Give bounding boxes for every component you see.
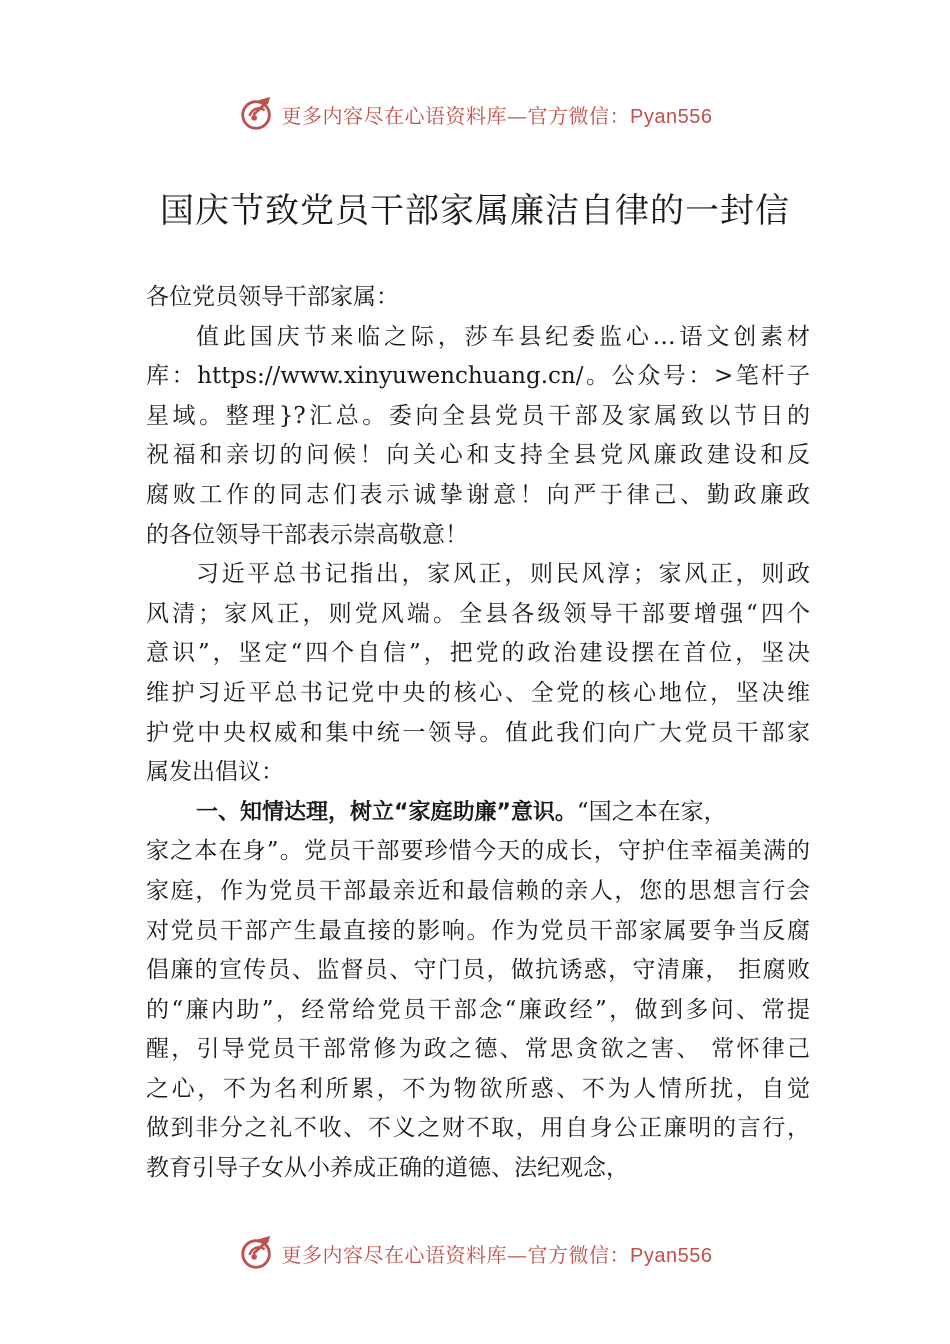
body-line: 之心，不为名利所累，不为物欲所惑、不为人情所扰，自觉 (146, 1075, 810, 1102)
body-line: 风清；家风正，则党风端。全县各级领导干部要增强“四个 (146, 600, 810, 627)
body-line: 对党员干部产生最直接的影响。作为党员干部家属要争当反腐 (146, 917, 810, 944)
letter-body (146, 278, 810, 1189)
body-line: 做到非分之礼不收、不义之财不取，用自身公正廉明的言行， (146, 1115, 810, 1142)
body-text: “国之本在家， (576, 798, 727, 825)
section-heading: 一、知情达理，树立“家庭助廉”意识。 (196, 799, 577, 825)
body-line: 祝福和亲切的问候！向关心和支持全县党风廉政建设和反 (146, 442, 810, 469)
wechat-id: Pyan556 (630, 105, 713, 128)
body-line: 维护习近平总书记党中央的核心、全党的核心地位，坚决维 (146, 679, 810, 706)
salutation: 各位党员领导干部家属： (146, 284, 399, 310)
page-title: 国庆节致党员干部家属廉洁自律的一封信 (160, 191, 790, 231)
body-line: 家之本在身”。党员干部要珍惜今天的成长，守护住幸福美满的 (146, 838, 810, 865)
body-line: 的各位领导干部表示崇高敬意！ (146, 521, 468, 548)
body-line: 的“廉内助”，经常给党员干部念“廉政经”，做到多问、常提 (146, 996, 810, 1023)
body-line: 习近平总书记指出，家风正，则民风淳；家风正，则政 (196, 561, 810, 588)
watermark-text: 更多内容尽在心语资料库—官方微信：Pyan556 (281, 1242, 713, 1267)
body-line: 值此国庆节来临之际，莎车县纪委监心…语文创素材 (196, 323, 810, 350)
header-watermark-banner (0, 94, 950, 134)
body-line: 意识”，坚定“四个自信”，把党的政治建设摆在首位，坚决 (146, 640, 810, 667)
body-line: 教育引导子女从小养成正确的道德、法纪观念， (146, 1155, 629, 1182)
body-line: 倡廉的宣传员、监督员、守门员，做抗诱惑，守清廉， 拒腐败 (146, 957, 810, 984)
body-line: 护党中央权威和集中统一领导。值此我们向广大党员干部家 (146, 719, 810, 746)
body-line: 醒，引导党员干部常修为政之德、常思贪欲之害、 常怀律己 (146, 1036, 810, 1063)
body-line: 星域。整理}?汇总。委向全县党员干部及家属致以节日的 (146, 402, 810, 429)
pen-logo-icon (238, 95, 276, 133)
footer-watermark-banner (0, 1233, 950, 1273)
wechat-id: Pyan556 (630, 1244, 713, 1267)
watermark-text: 更多内容尽在心语资料库—官方微信：Pyan556 (281, 103, 713, 128)
pen-logo-icon (238, 1234, 276, 1272)
body-line: 家庭，作为党员干部最亲近和最信赖的亲人，您的思想言行会 (146, 877, 810, 904)
body-line: 属发出倡议： (146, 759, 284, 786)
section-heading-line (146, 793, 810, 833)
body-line: 腐败工作的同志们表示诚挚谢意！向严于律己、勤政廉政 (146, 481, 810, 508)
body-line: 库：https://www.xinyuwenchuang.cn/。公众号：>笔杆子 (146, 363, 810, 390)
